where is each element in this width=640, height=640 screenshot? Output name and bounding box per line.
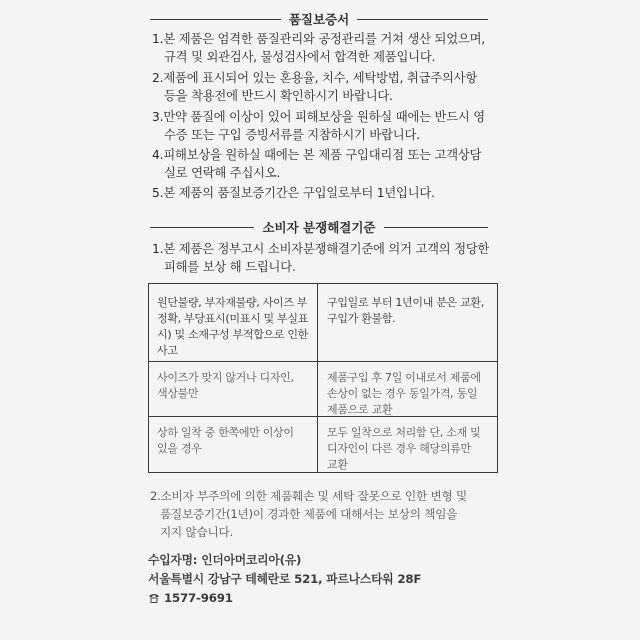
row-2-right-line-1: 제품구입 후 7일 이내로서 제품에 [327, 371, 481, 384]
cert-item-5-line-1: 5.본 제품의 품질보증기간은 구입일로부터 1년입니다. [152, 186, 435, 200]
phone-icon [148, 590, 160, 600]
cert-item-4-line-1: 4.피해보상을 원하실 때에는 본 제품 구입대리점 또는 고객상담 [152, 148, 482, 162]
row-3-right-line-2: 디자인이 다른 경우 해당의류만 [327, 442, 471, 455]
row-1-left-line-3: 시) 및 소재구성 부적합으로 인한 [157, 328, 309, 341]
cert-item-3-line-1: 3.만약 품질에 이상이 있어 피해보상을 원하실 때에는 반드시 영 [152, 110, 485, 124]
dispute-intro-line-1: 1.본 제품은 정부고시 소비자분쟁해결기준에 의거 고객의 정당한 [152, 242, 490, 256]
heading-rule-right [384, 227, 488, 228]
row-1-left-line-2: 정확, 부당표시(미표시 및 부실표 [157, 312, 309, 325]
row-3-left-line-2: 있을 경우 [157, 442, 202, 455]
importer-name: 수입자명: 인더아머코리아(유) [148, 553, 302, 567]
importer-phone-row [148, 589, 233, 607]
table-divider-row-2 [149, 416, 497, 417]
importer-phone: 1577-9691 [164, 591, 233, 605]
cert-item-4-line-2: 실로 연락해 주십시오. [164, 166, 281, 180]
row-2-right-line-2: 손상이 없는 경우 동일가격, 동일 [327, 387, 478, 400]
dispute-note-line-3: 지지 않습니다. [160, 525, 233, 539]
cert-item-3-line-2: 수증 또는 구입 증빙서류를 지참하시기 바랍니다. [164, 128, 420, 142]
cert-item-1-line-2: 규격 및 외관검사, 물성검사에서 합격한 제품입니다. [164, 50, 436, 64]
heading-rule-left [150, 19, 281, 20]
row-2-left-line-1: 사이즈가 맞지 않거나 디자인, [157, 371, 294, 384]
heading-rule-left [150, 227, 254, 228]
row-1-left-line-1: 원단불량, 부자재불량, 사이즈 부 [157, 296, 308, 309]
row-2-left-line-2: 색상불만 [157, 387, 199, 400]
cert-item-1-line-1: 1.본 제품은 엄격한 품질관리와 공정관리를 거쳐 생산 되었으며, [152, 32, 485, 46]
cert-item-2-line-1: 2.제품에 표시되어 있는 혼용율, 치수, 세탁방법, 취급주의사항 [152, 71, 478, 85]
quality-cert-heading [150, 9, 488, 29]
quality-cert-title: 품질보증서 [288, 12, 350, 27]
dispute-note-line-2: 품질보증기간(1년)이 경과한 제품에 대해서는 보상의 책임을 [160, 507, 458, 521]
row-1-right-line-2: 구입가 환불함. [327, 312, 396, 325]
dispute-title: 소비자 분쟁해결기준 [262, 220, 376, 235]
row-1-right-line-1: 구입일로 부터 1년이내 분은 교환, [327, 296, 484, 309]
table-divider-row-1 [149, 361, 497, 362]
dispute-heading [150, 217, 488, 237]
importer-address: 서울특별시 강남구 테헤란로 521, 파르나스타워 28F [148, 572, 422, 586]
cert-item-2-line-2: 등을 착용전에 반드시 확인하시기 바랍니다. [164, 89, 393, 103]
table-divider-vertical [317, 284, 318, 472]
dispute-table [148, 283, 498, 473]
heading-rule-right [357, 19, 488, 20]
dispute-intro-line-2: 피해를 보상 해 드립니다. [164, 260, 296, 274]
row-2-right-line-3: 제품으로 교환 [327, 403, 393, 416]
row-3-right-line-1: 모두 일착으로 처리함 단, 소재 및 [327, 426, 481, 439]
row-1-left-line-4: 사고 [157, 344, 178, 357]
row-3-right-line-3: 교환 [327, 458, 348, 471]
row-3-left-line-1: 상하 일착 중 한쪽에만 이상이 [157, 426, 294, 439]
dispute-note-line-1: 2.소비자 부주의에 의한 제품훼손 및 세탁 잘못으로 인한 변형 및 [150, 489, 468, 503]
